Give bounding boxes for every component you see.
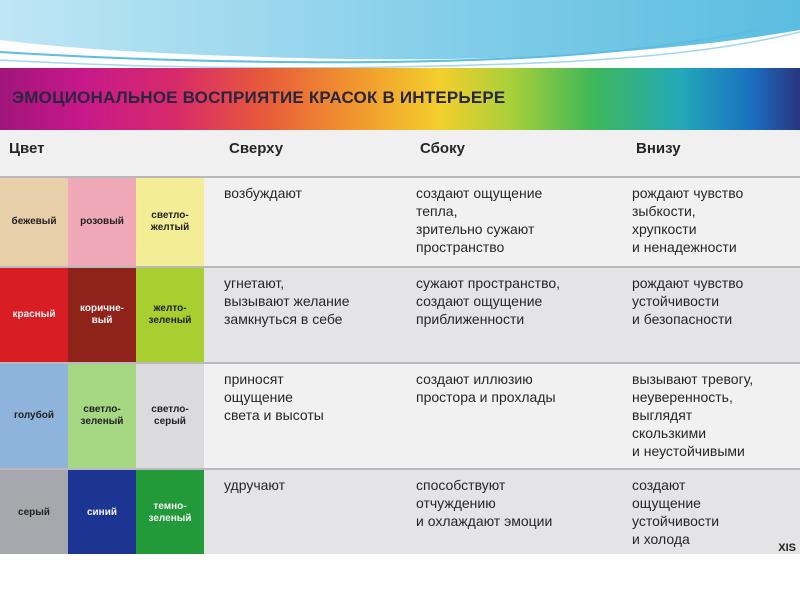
color-perception-table [0,68,800,554]
header-top: Сверху [229,140,284,157]
swatch-label: серый [18,506,50,518]
swatch-label: желтый [150,222,190,233]
swatch-label: светло- [151,209,189,221]
cell-bottom [632,178,800,266]
watermark: XIS [778,542,796,554]
cell-line: создают ощущение [416,185,543,201]
swatch-label: бежевый [11,215,57,227]
cell-line: замкнуться в себе [224,311,343,327]
cell-side [416,178,630,266]
cell-line: ощущение [632,495,701,511]
color-swatch [68,268,136,362]
color-swatch [0,364,68,468]
cell-line: и охлаждают эмоции [416,513,553,529]
table-row [0,470,800,554]
cell-line: создают ощущение [416,293,543,309]
header-color: Цвет [9,140,45,157]
table-title: ЭМОЦИОНАЛЬНОЕ ВОСПРИЯТИЕ КРАСОК В ИНТЕРЬЕРЕ [12,88,506,107]
color-swatch [136,178,204,266]
cell-line: рождают чувство [632,185,744,201]
row-divider [0,468,800,470]
color-swatch [0,470,68,554]
swatch-label: серый [154,416,186,427]
cell-line: и ненадежности [632,239,737,255]
cell-line: скользкими [632,425,707,441]
row-divider [0,362,800,364]
cell-top [224,178,414,266]
swatch-label: зеленый [148,513,192,524]
table-row [0,178,800,266]
cell-top [224,470,414,554]
swatch-label: светло- [151,403,189,415]
header-side: Сбоку [420,140,465,157]
cell-top [224,268,414,362]
cell-line: неуверенность, [632,389,733,405]
color-swatch [0,178,68,266]
cell-line: угнетают, [224,275,285,291]
swatch-label: зеленый [148,315,192,326]
swatch-label: зеленый [80,416,124,427]
cell-line: устойчивости [632,293,720,309]
color-swatch [0,268,68,362]
cell-line: и безопасности [632,311,733,327]
table-row [0,364,800,468]
swatch-label: синий [86,506,118,518]
cell-side [416,364,630,468]
cell-line: сужают пространство, [416,275,561,291]
header-row [0,130,800,176]
cell-line: выглядят [632,407,693,423]
header-bottom: Внизу [636,140,681,157]
cell-line: зыбкости, [632,203,696,219]
header-divider [0,176,800,178]
cell-bottom [632,364,800,468]
title-bar [0,68,800,130]
cell-line: тепла, [416,203,458,219]
cell-line: возбуждают [224,185,302,201]
cell-bottom [632,470,800,554]
cell-line: простора и прохлады [416,389,556,405]
cell-line: вызывают желание [224,293,350,309]
cell-line: вызывают тревогу, [632,371,754,387]
swatch-label: темно- [153,500,187,512]
color-swatch [68,470,136,554]
cell-line: приближенности [416,311,525,327]
color-swatch [136,268,204,362]
cell-line: приносят [224,371,284,387]
row-divider [0,266,800,268]
color-swatch [136,470,204,554]
color-swatch [68,364,136,468]
cell-line: и холода [632,531,690,547]
decorative-wave [0,0,800,70]
cell-side [416,470,630,554]
color-swatch [136,364,204,468]
swatch-label: вый [91,315,113,326]
cell-side [416,268,630,362]
cell-line: света и высоты [224,407,324,423]
swatch-label: светло- [83,403,121,415]
cell-line: создают [632,477,686,493]
cell-line: пространство [416,239,505,255]
cell-line: и неустойчивыми [632,443,745,459]
swatch-label: красный [12,308,56,320]
cell-line: отчуждению [416,495,496,511]
swatch-label: розовый [80,215,124,227]
swatch-label: коричне- [80,302,124,314]
cell-line: создают иллюзию [416,371,533,387]
cell-line: зрительно сужают [416,221,535,237]
cell-line: устойчивости [632,513,720,529]
cell-line: хрупкости [632,221,697,237]
cell-line: удручают [224,477,286,493]
color-swatch [68,178,136,266]
swatch-label: желто- [153,302,187,314]
cell-line: способствуют [416,477,506,493]
swatch-label: голубой [13,409,55,421]
cell-bottom [632,268,800,362]
cell-top [224,364,414,468]
cell-line: ощущение [224,389,293,405]
cell-line: рождают чувство [632,275,744,291]
table-row [0,268,800,362]
